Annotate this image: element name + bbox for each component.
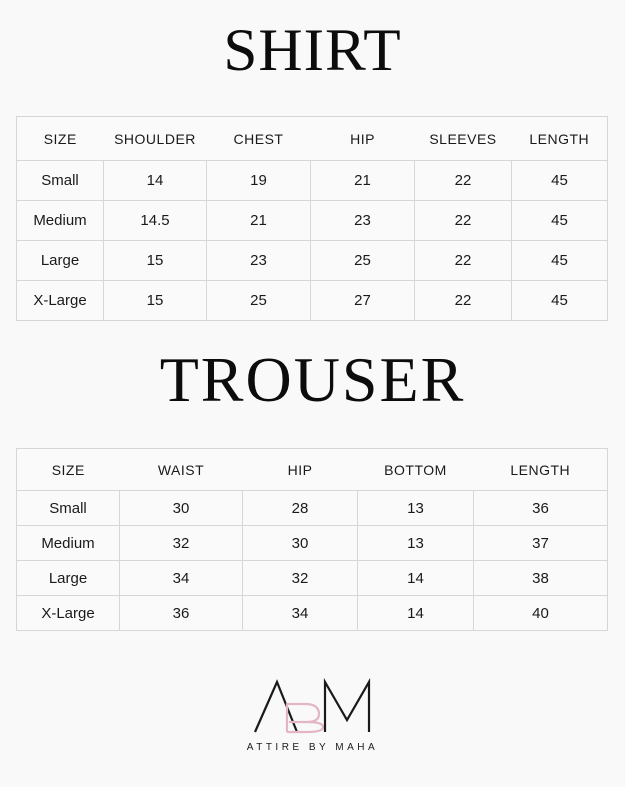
size-cell: Small [17,491,120,526]
size-cell: Large [17,561,120,596]
size-cell: X-Large [17,596,120,631]
size-cell: Medium [17,526,120,561]
size-cell: Small [17,161,104,201]
column-header: BOTTOM [358,449,474,491]
table-row [17,596,608,631]
column-header: SLEEVES [415,117,512,161]
table-cell: 14 [104,161,207,201]
table-header-row [17,449,608,491]
column-header: CHEST [207,117,311,161]
table-row [17,241,608,281]
table-cell: 21 [207,201,311,241]
size-cell: Medium [17,201,104,241]
table-row [17,561,608,596]
table-cell: 14.5 [104,201,207,241]
column-header: SIZE [17,449,120,491]
table-row [17,201,608,241]
table-cell: 36 [474,491,608,526]
table-cell: 23 [207,241,311,281]
table-cell: 21 [311,161,415,201]
column-header: WAIST [120,449,243,491]
size-cell: Large [17,241,104,281]
table-cell: 22 [415,241,512,281]
column-header: HIP [243,449,358,491]
table-cell: 34 [243,596,358,631]
table-cell: 37 [474,526,608,561]
column-header: LENGTH [512,117,608,161]
table-cell: 13 [358,491,474,526]
table-cell: 36 [120,596,243,631]
table-cell: 28 [243,491,358,526]
table-cell: 45 [512,241,608,281]
table-cell: 15 [104,241,207,281]
table-cell: 22 [415,201,512,241]
table-header-row [17,117,608,161]
column-header: SIZE [17,117,104,161]
table-cell: 14 [358,561,474,596]
table-cell: 30 [243,526,358,561]
shirt-title: SHIRT [223,17,402,83]
table-cell: 32 [120,526,243,561]
column-header: HIP [311,117,415,161]
trouser-title: TROUSER [159,344,466,415]
table-cell: 34 [120,561,243,596]
table-row [17,526,608,561]
table-cell: 15 [104,281,207,321]
column-header: LENGTH [474,449,608,491]
table-row [17,281,608,321]
table-cell: 22 [415,281,512,321]
column-header: SHOULDER [104,117,207,161]
abm-logo-icon [243,676,383,736]
shirt-size-table [16,116,608,321]
table-cell: 19 [207,161,311,201]
table-cell: 25 [207,281,311,321]
table-row [17,161,608,201]
table-cell: 32 [243,561,358,596]
table-cell: 45 [512,281,608,321]
table-cell: 13 [358,526,474,561]
table-cell: 38 [474,561,608,596]
table-cell: 23 [311,201,415,241]
table-cell: 40 [474,596,608,631]
table-cell: 30 [120,491,243,526]
trouser-size-table [16,448,608,631]
table-cell: 45 [512,161,608,201]
table-cell: 27 [311,281,415,321]
table-cell: 45 [512,201,608,241]
brand-tagline: ATTIRE BY MAHA [246,742,379,753]
size-cell: X-Large [17,281,104,321]
table-row [17,491,608,526]
table-cell: 25 [311,241,415,281]
brand-logo [0,676,625,753]
table-cell: 22 [415,161,512,201]
table-cell: 14 [358,596,474,631]
